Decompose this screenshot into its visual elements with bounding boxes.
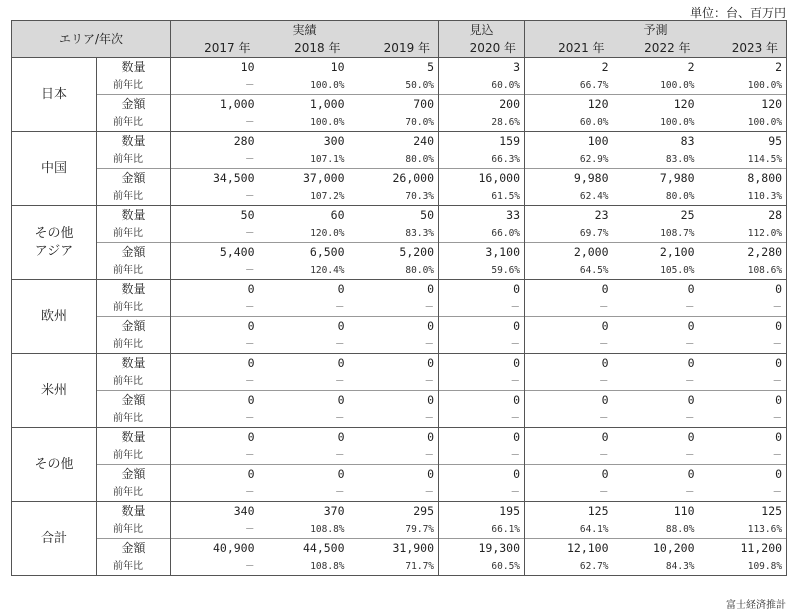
yoy-cell: －: [685, 338, 695, 350]
row-label: 数量: [97, 280, 171, 299]
value-cell: 10,200: [613, 539, 699, 558]
value-cell: 50: [349, 206, 439, 225]
yoy-cell: 50.0%: [349, 76, 439, 95]
value-cell: 50: [171, 206, 259, 225]
row-label: 前年比: [97, 483, 171, 502]
value-cell: 340: [171, 502, 259, 521]
value-cell: 0: [525, 280, 613, 299]
row-label: 前年比: [97, 557, 171, 576]
value-cell: 0: [699, 317, 787, 336]
value-cell: 0: [525, 391, 613, 410]
yoy-cell: －: [245, 264, 255, 276]
value-cell: 1,000: [171, 95, 259, 114]
value-cell: 0: [439, 428, 525, 447]
row-label: 金額: [97, 539, 171, 558]
yoy-cell: －: [699, 372, 787, 391]
yoy-cell: －: [245, 79, 255, 91]
value-cell: 0: [259, 465, 349, 484]
yoy-cell: －: [599, 449, 609, 461]
year-header: 2020 年: [439, 40, 525, 58]
value-cell: 0: [171, 428, 259, 447]
amount-row: [12, 465, 787, 484]
value-cell: 295: [349, 502, 439, 521]
yoy-cell: 61.5%: [439, 187, 525, 206]
yoy-cell: －: [349, 335, 439, 354]
value-cell: 34,500: [171, 169, 259, 188]
value-cell: 5: [349, 58, 439, 77]
yoy-cell: －: [245, 190, 255, 202]
row-label: 前年比: [97, 113, 171, 132]
quantity-row: [12, 206, 787, 225]
value-cell: 0: [259, 354, 349, 373]
value-cell: 0: [171, 354, 259, 373]
row-label: 前年比: [97, 298, 171, 317]
year-header: 2018 年: [259, 40, 349, 58]
amount-row: [12, 317, 787, 336]
row-label: 金額: [97, 243, 171, 262]
value-cell: 0: [439, 391, 525, 410]
value-cell: 8,800: [699, 169, 787, 188]
value-cell: 0: [349, 391, 439, 410]
value-cell: 3,100: [439, 243, 525, 262]
value-cell: 0: [699, 465, 787, 484]
yoy-cell: 62.9%: [579, 153, 609, 165]
yoy-cell: －: [335, 375, 345, 387]
yoy-cell: －: [685, 486, 695, 498]
value-cell: 195: [439, 502, 525, 521]
yoy-cell: －: [599, 375, 609, 387]
amount-row: [12, 539, 787, 558]
value-cell: 0: [349, 428, 439, 447]
yoy-cell: 108.8%: [259, 557, 349, 576]
row-label: 前年比: [97, 187, 171, 206]
value-cell: 120: [699, 95, 787, 114]
value-cell: 0: [525, 317, 613, 336]
quantity-row: [12, 58, 787, 77]
yoy-cell: －: [439, 446, 525, 465]
yoy-cell: 108.8%: [310, 523, 345, 535]
value-cell: 0: [171, 317, 259, 336]
value-cell: 19,300: [439, 539, 525, 558]
yoy-cell: 107.2%: [310, 190, 345, 202]
value-cell: 5,200: [349, 243, 439, 262]
quantity-yoy-row: [12, 150, 787, 169]
value-cell: 5,400: [171, 243, 259, 262]
value-cell: 0: [699, 280, 787, 299]
row-label: 前年比: [97, 446, 171, 465]
value-cell: 23: [525, 206, 613, 225]
yoy-cell: －: [335, 486, 345, 498]
value-cell: 125: [525, 502, 613, 521]
yoy-cell: 100.0%: [699, 76, 787, 95]
yoy-cell: －: [599, 301, 609, 313]
yoy-cell: 64.1%: [579, 523, 609, 535]
value-cell: 0: [171, 391, 259, 410]
yoy-cell: －: [245, 523, 255, 535]
yoy-cell: －: [335, 301, 345, 313]
yoy-cell: －: [349, 409, 439, 428]
value-cell: 700: [349, 95, 439, 114]
value-cell: 125: [699, 502, 787, 521]
value-cell: 0: [699, 428, 787, 447]
yoy-cell: 66.7%: [579, 79, 609, 91]
value-cell: 0: [349, 354, 439, 373]
yoy-cell: －: [439, 298, 525, 317]
value-cell: 2,280: [699, 243, 787, 262]
value-cell: 0: [525, 354, 613, 373]
yoy-cell: 64.5%: [579, 264, 609, 276]
yoy-cell: 100.0%: [660, 116, 695, 128]
value-cell: 280: [171, 132, 259, 151]
yoy-cell: －: [245, 301, 255, 313]
yoy-cell: －: [335, 449, 345, 461]
yoy-cell: 60.0%: [579, 116, 609, 128]
value-cell: 9,980: [525, 169, 613, 188]
yoy-cell: 83.3%: [349, 224, 439, 243]
yoy-cell: －: [599, 338, 609, 350]
year-header: 2022 年: [613, 40, 699, 58]
region-name: 米州: [12, 354, 97, 428]
yoy-cell: 80.0%: [349, 150, 439, 169]
yoy-cell: 28.6%: [439, 113, 525, 132]
value-cell: 0: [439, 280, 525, 299]
value-cell: 31,900: [349, 539, 439, 558]
yoy-cell: －: [685, 412, 695, 424]
region-name: 日本: [12, 58, 97, 132]
value-cell: 0: [613, 280, 699, 299]
value-cell: 2,000: [525, 243, 613, 262]
value-cell: 0: [439, 465, 525, 484]
value-cell: 2: [525, 58, 613, 77]
yoy-cell: －: [685, 301, 695, 313]
value-cell: 0: [439, 317, 525, 336]
yoy-cell: 100.0%: [660, 79, 695, 91]
value-cell: 159: [439, 132, 525, 151]
value-cell: 0: [613, 354, 699, 373]
value-cell: 95: [699, 132, 787, 151]
yoy-cell: 120.0%: [310, 227, 345, 239]
row-label: 前年比: [97, 224, 171, 243]
yoy-cell: 70.0%: [349, 113, 439, 132]
yoy-cell: －: [685, 449, 695, 461]
value-cell: 1,000: [259, 95, 349, 114]
value-cell: 110: [613, 502, 699, 521]
amount-row: [12, 391, 787, 410]
value-cell: 300: [259, 132, 349, 151]
header-actual: 実績: [171, 21, 439, 41]
yoy-cell: 120.4%: [310, 264, 345, 276]
yoy-cell: －: [245, 412, 255, 424]
yoy-cell: 66.1%: [439, 520, 525, 539]
value-cell: 16,000: [439, 169, 525, 188]
row-label: 前年比: [97, 409, 171, 428]
yoy-cell: 59.6%: [439, 261, 525, 280]
year-header: 2021 年: [525, 40, 613, 58]
value-cell: 0: [613, 317, 699, 336]
yoy-cell: 62.4%: [579, 190, 609, 202]
yoy-cell: 83.0%: [665, 153, 695, 165]
quantity-row: [12, 132, 787, 151]
row-label: 前年比: [97, 520, 171, 539]
yoy-cell: 114.5%: [699, 150, 787, 169]
value-cell: 60: [259, 206, 349, 225]
value-cell: 2: [613, 58, 699, 77]
yoy-cell: 112.0%: [699, 224, 787, 243]
row-label: 前年比: [97, 372, 171, 391]
yoy-cell: －: [245, 375, 255, 387]
yoy-cell: 60.0%: [439, 76, 525, 95]
quantity-yoy-row: [12, 520, 787, 539]
source-credit: 富士経済推計: [726, 600, 786, 611]
value-cell: 0: [439, 354, 525, 373]
value-cell: 0: [613, 465, 699, 484]
row-label: 金額: [97, 391, 171, 410]
value-cell: 0: [171, 465, 259, 484]
quantity-row: [12, 502, 787, 521]
yoy-cell: －: [599, 486, 609, 498]
amount-row: [12, 95, 787, 114]
value-cell: 370: [259, 502, 349, 521]
value-cell: 0: [699, 354, 787, 373]
yoy-cell: 107.1%: [310, 153, 345, 165]
yoy-cell: 108.7%: [660, 227, 695, 239]
value-cell: 12,100: [525, 539, 613, 558]
value-cell: 0: [259, 428, 349, 447]
value-cell: 0: [349, 317, 439, 336]
value-cell: 26,000: [349, 169, 439, 188]
yoy-cell: －: [349, 372, 439, 391]
value-cell: 0: [259, 317, 349, 336]
value-cell: 33: [439, 206, 525, 225]
value-cell: 0: [171, 280, 259, 299]
amount-yoy-row: [12, 409, 787, 428]
header-forecast: 予測: [525, 21, 787, 41]
yoy-cell: 110.3%: [699, 187, 787, 206]
yoy-cell: 70.3%: [349, 187, 439, 206]
year-header: 2023 年: [699, 40, 787, 58]
header-estimate: 見込: [439, 21, 525, 41]
yoy-cell: 109.8%: [699, 557, 787, 576]
quantity-row: [12, 428, 787, 447]
yoy-cell: －: [245, 116, 255, 128]
value-cell: 200: [439, 95, 525, 114]
yoy-cell: 100.0%: [310, 79, 345, 91]
yoy-cell: －: [349, 483, 439, 502]
value-cell: 0: [349, 280, 439, 299]
yoy-cell: －: [335, 338, 345, 350]
amount-row: [12, 243, 787, 262]
yoy-cell: －: [245, 486, 255, 498]
row-label: 金額: [97, 317, 171, 336]
amount-yoy-row: [12, 187, 787, 206]
row-label: 数量: [97, 428, 171, 447]
amount-row: [12, 169, 787, 188]
value-cell: 37,000: [259, 169, 349, 188]
region-name: 欧州: [12, 280, 97, 354]
yoy-cell: 66.0%: [439, 224, 525, 243]
yoy-cell: 69.7%: [579, 227, 609, 239]
value-cell: 0: [613, 428, 699, 447]
region-name: その他: [12, 428, 97, 502]
yoy-cell: －: [171, 557, 259, 576]
value-cell: 120: [525, 95, 613, 114]
yoy-cell: 105.0%: [660, 264, 695, 276]
yoy-cell: －: [349, 298, 439, 317]
yoy-cell: 60.5%: [439, 557, 525, 576]
yoy-cell: －: [245, 449, 255, 461]
yoy-cell: －: [335, 412, 345, 424]
yoy-cell: 66.3%: [439, 150, 525, 169]
yoy-cell: 80.0%: [349, 261, 439, 280]
row-label: 数量: [97, 58, 171, 77]
row-label: 数量: [97, 132, 171, 151]
value-cell: 0: [525, 465, 613, 484]
yoy-cell: －: [699, 483, 787, 502]
value-cell: 0: [525, 428, 613, 447]
value-cell: 3: [439, 58, 525, 77]
quantity-yoy-row: [12, 446, 787, 465]
yoy-cell: －: [245, 227, 255, 239]
yoy-cell: 79.7%: [349, 520, 439, 539]
yoy-cell: 84.3%: [613, 557, 699, 576]
yoy-cell: －: [439, 372, 525, 391]
yoy-cell: －: [439, 335, 525, 354]
yoy-cell: －: [699, 298, 787, 317]
row-label: 数量: [97, 502, 171, 521]
quantity-yoy-row: [12, 224, 787, 243]
value-cell: 44,500: [259, 539, 349, 558]
yoy-cell: －: [685, 375, 695, 387]
yoy-cell: －: [699, 335, 787, 354]
row-label: 前年比: [97, 261, 171, 280]
region-name: 合計: [12, 502, 97, 576]
yoy-cell: 80.0%: [665, 190, 695, 202]
region-name: その他 アジア: [12, 206, 97, 280]
value-cell: 40,900: [171, 539, 259, 558]
row-label: 金額: [97, 95, 171, 114]
amount-yoy-row: [12, 113, 787, 132]
value-cell: 240: [349, 132, 439, 151]
value-cell: 10: [259, 58, 349, 77]
row-label: 数量: [97, 354, 171, 373]
unit-note: 単位：台、百万円: [689, 6, 786, 20]
row-label: 金額: [97, 465, 171, 484]
amount-yoy-row: [12, 557, 787, 576]
yoy-cell: －: [439, 409, 525, 428]
yoy-cell: 100.0%: [310, 116, 345, 128]
value-cell: 0: [699, 391, 787, 410]
year-header: 2017 年: [171, 40, 259, 58]
row-label: 前年比: [97, 335, 171, 354]
row-label: 金額: [97, 169, 171, 188]
row-label: 前年比: [97, 150, 171, 169]
value-cell: 0: [259, 280, 349, 299]
yoy-cell: 108.6%: [699, 261, 787, 280]
quantity-row: [12, 354, 787, 373]
row-label: 前年比: [97, 76, 171, 95]
quantity-row: [12, 280, 787, 299]
yoy-cell: 62.7%: [525, 557, 613, 576]
region-name: 中国: [12, 132, 97, 206]
yoy-cell: －: [699, 446, 787, 465]
value-cell: 6,500: [259, 243, 349, 262]
yoy-cell: 88.0%: [665, 523, 695, 535]
yoy-cell: 71.7%: [349, 557, 439, 576]
yoy-cell: －: [245, 153, 255, 165]
value-cell: 100: [525, 132, 613, 151]
value-cell: 83: [613, 132, 699, 151]
value-cell: 2,100: [613, 243, 699, 262]
header-area-year: エリア/年次: [12, 21, 171, 58]
year-header: 2019 年: [349, 40, 439, 58]
amount-yoy-row: [12, 483, 787, 502]
yoy-cell: 113.6%: [699, 520, 787, 539]
amount-yoy-row: [12, 261, 787, 280]
value-cell: 11,200: [699, 539, 787, 558]
yoy-cell: －: [599, 412, 609, 424]
value-cell: 28: [699, 206, 787, 225]
value-cell: 7,980: [613, 169, 699, 188]
value-cell: 25: [613, 206, 699, 225]
row-label: 数量: [97, 206, 171, 225]
yoy-cell: －: [439, 483, 525, 502]
yoy-cell: －: [245, 338, 255, 350]
quantity-yoy-row: [12, 372, 787, 391]
value-cell: 10: [171, 58, 259, 77]
value-cell: 0: [259, 391, 349, 410]
value-cell: 2: [699, 58, 787, 77]
quantity-yoy-row: [12, 298, 787, 317]
value-cell: 0: [613, 391, 699, 410]
value-cell: 0: [349, 465, 439, 484]
market-table: [11, 20, 787, 576]
quantity-yoy-row: [12, 76, 787, 95]
yoy-cell: －: [699, 409, 787, 428]
yoy-cell: 100.0%: [699, 113, 787, 132]
yoy-cell: －: [349, 446, 439, 465]
amount-yoy-row: [12, 335, 787, 354]
value-cell: 120: [613, 95, 699, 114]
